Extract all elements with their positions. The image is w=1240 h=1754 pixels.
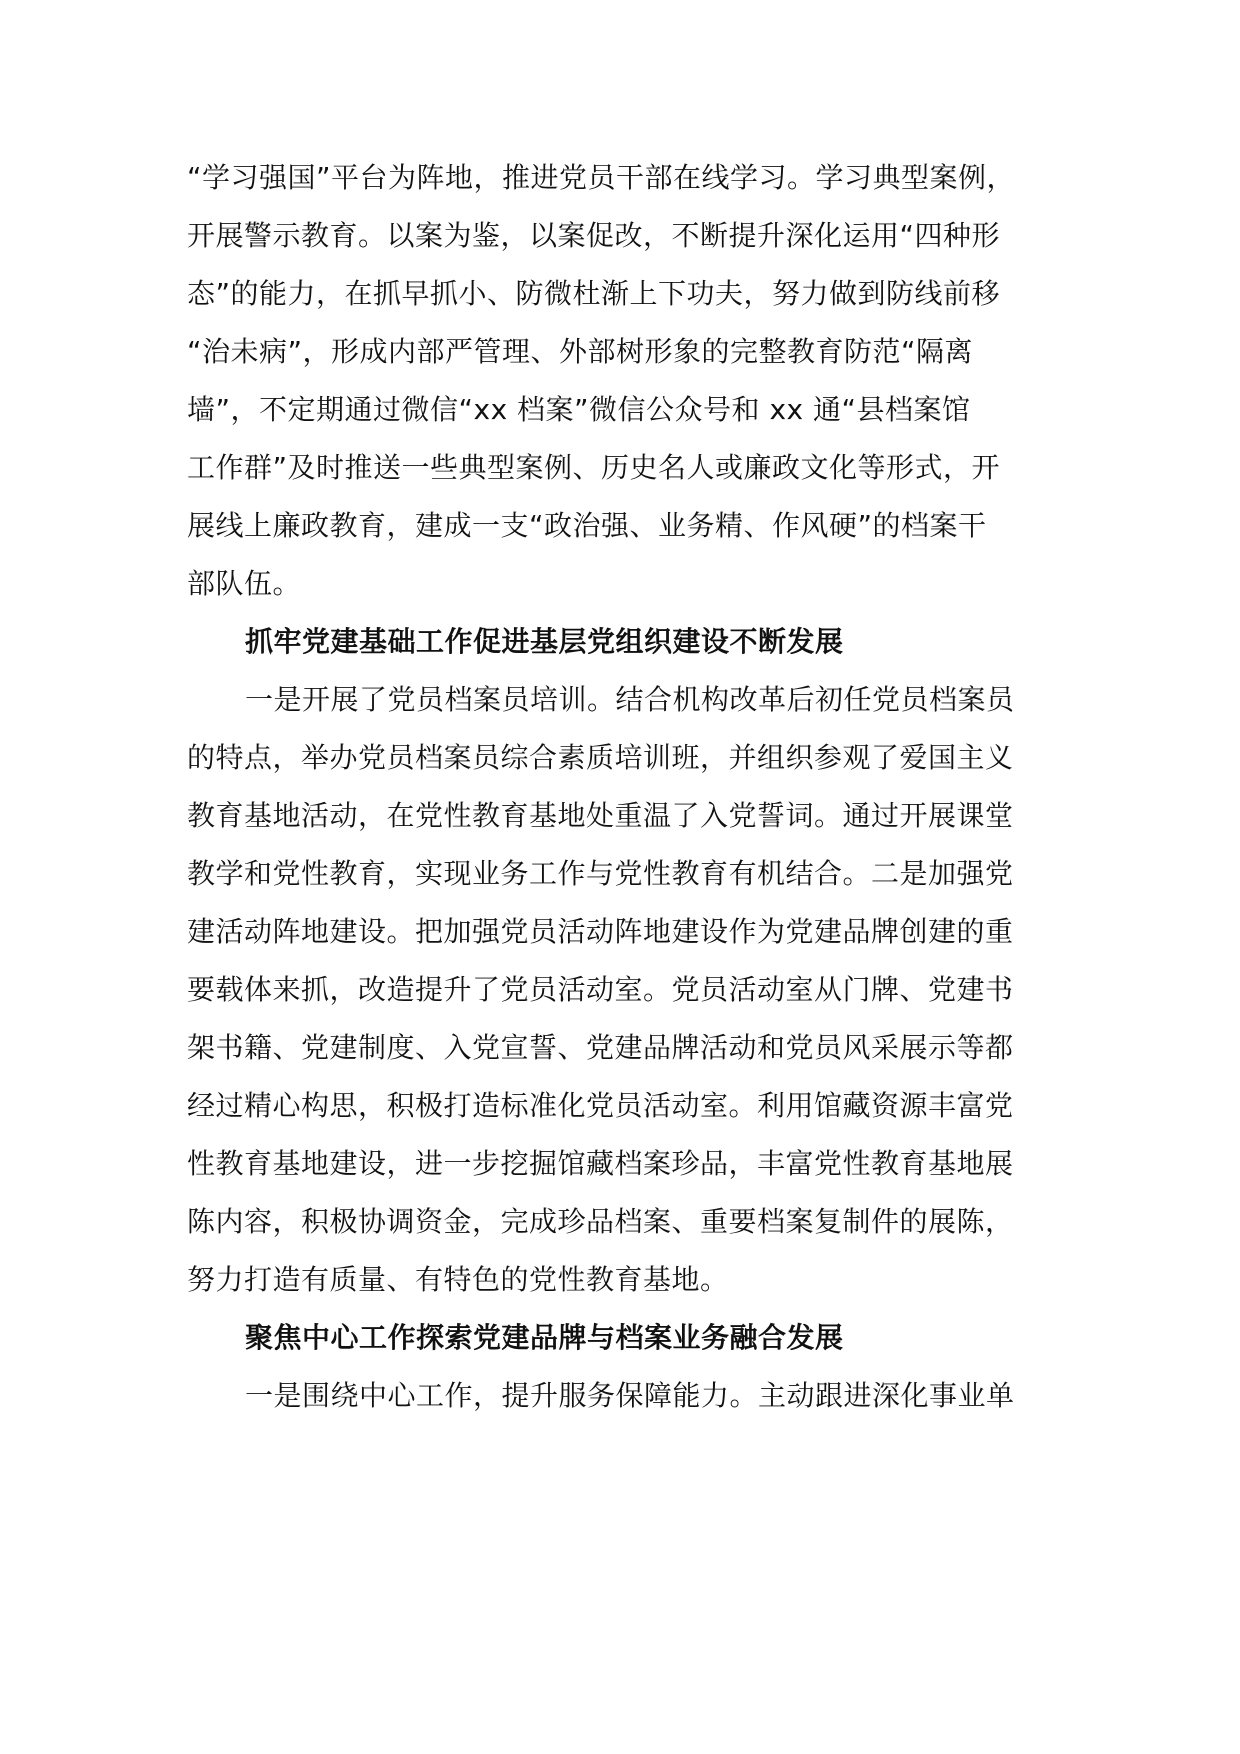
paragraph-line: 性教育基地建设，进一步挖掘馆藏档案珍品，丰富党性教育基地展	[187, 1147, 1014, 1180]
paragraph-line: 工作群”及时推送一些典型案例、历史名人或廉政文化等形式，开	[187, 451, 1001, 484]
paragraph-line: 建活动阵地建设。把加强党员活动阵地建设作为党建品牌创建的重	[187, 915, 1014, 948]
paragraph-line: 的特点，举办党员档案员综合素质培训班，并组织参观了爱国主义	[187, 741, 1014, 774]
paragraph-line: 态”的能力，在抓早抓小、防微杜渐上下功夫，努力做到防线前移	[187, 277, 1001, 310]
paragraph-line: 部队伍。	[187, 567, 302, 600]
paragraph-line: 陈内容，积极协调资金，完成珍品档案、重要档案复制件的展陈，	[187, 1205, 1014, 1238]
paragraph-line: 展线上廉政教育，建成一支“政治强、业务精、作风硬”的档案干	[187, 509, 987, 542]
paragraph-line: 架书籍、党建制度、入党宣誓、党建品牌活动和党员风采展示等都	[187, 1031, 1014, 1064]
paragraph-line: 墙”，不定期通过微信“xx 档案”微信公众号和 xx 通“县档案馆	[187, 393, 971, 426]
paragraph-line: 开展警示教育。以案为鉴，以案促改，不断提升深化运用“四种形	[187, 219, 1001, 252]
section-heading: 抓牢党建基础工作促进基层党组织建设不断发展	[245, 625, 844, 658]
paragraph-line: 努力打造有质量、有特色的党性教育基地。	[187, 1263, 729, 1296]
paragraph-line: 一是开展了党员档案员培训。结合机构改革后初任党员档案员	[245, 683, 1015, 716]
paragraph-line: 教育基地活动，在党性教育基地处重温了入党誓词。通过开展课堂	[187, 799, 1014, 832]
paragraph-line: “学习强国”平台为阵地，推进党员干部在线学习。学习典型案例，	[187, 161, 1016, 194]
paragraph-line: 要载体来抓，改造提升了党员活动室。党员活动室从门牌、党建书	[187, 973, 1014, 1006]
paragraph-line: 经过精心构思，积极打造标准化党员活动室。利用馆藏资源丰富党	[187, 1089, 1014, 1122]
paragraph-line: 一是围绕中心工作，提升服务保障能力。主动跟进深化事业单	[245, 1379, 1015, 1412]
section-heading: 聚焦中心工作探索党建品牌与档案业务融合发展	[245, 1321, 844, 1354]
paragraph-line: 教学和党性教育，实现业务工作与党性教育有机结合。二是加强党	[187, 857, 1014, 890]
paragraph-line: “治未病”，形成内部严管理、外部树形象的完整教育防范“隔离	[187, 335, 974, 368]
